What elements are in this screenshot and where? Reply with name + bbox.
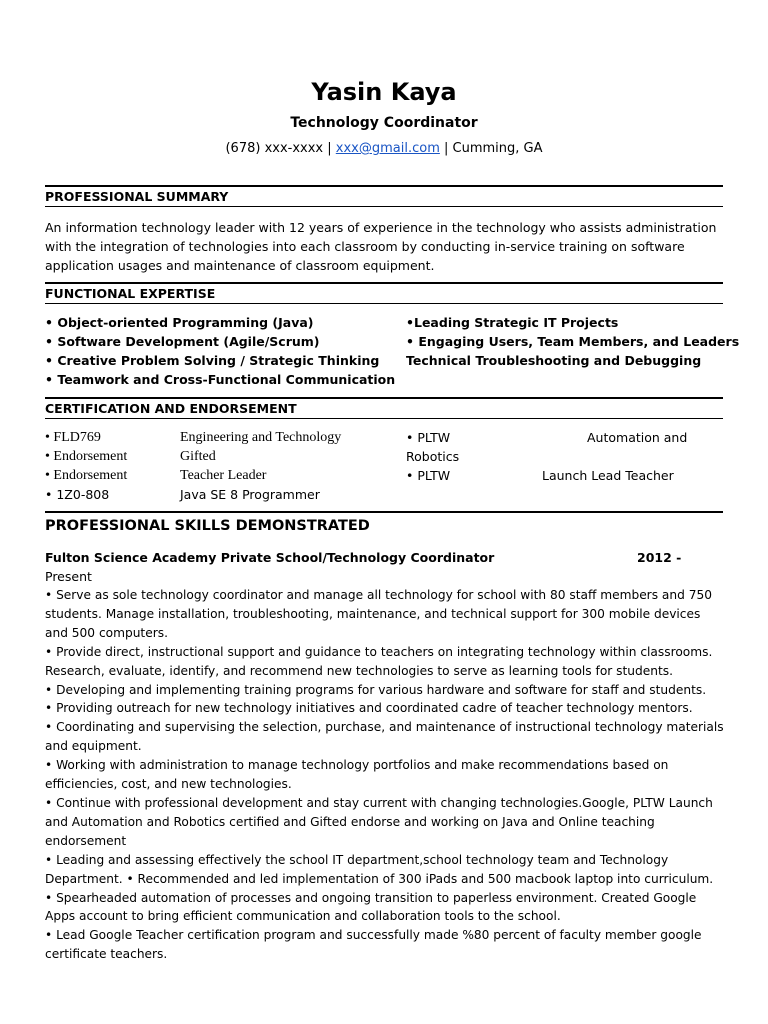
job-entry — [45, 548, 723, 586]
bullet-line: efficiencies, cost, and new technologies. — [45, 777, 292, 792]
job-present: Present — [45, 569, 92, 584]
cert-code: • 1Z0-808 — [45, 487, 110, 502]
phone-text: (678) xxx-xxxx | — [225, 141, 332, 156]
bullet-line: certificate teachers. — [45, 947, 168, 962]
bullet-line: • Continue with professional development and stay current with changing technologies.Google, PLTW Launch — [45, 795, 713, 810]
expertise-item: • Creative Problem Solving / Strategic Thinking — [45, 353, 380, 368]
summary-heading: PROFESSIONAL SUMMARY — [45, 185, 723, 207]
location-text: | Cumming, GA — [444, 141, 543, 156]
job-company: Fulton Science Academy Private School/Technology Coordinator — [45, 550, 495, 565]
bullet-line: endorsement — [45, 833, 127, 848]
expertise-item: Technical Troubleshooting and Debugging — [406, 353, 702, 368]
candidate-name: Yasin Kaya — [311, 78, 457, 106]
job-date: 2012 - — [637, 550, 682, 565]
bullet-line: • Leading and assessing effectively the school IT department,school technology team and Technology — [45, 852, 669, 867]
cert-name: Robotics — [406, 449, 460, 464]
cert-code: • PLTW — [406, 430, 451, 445]
cert-name: Java SE 8 Programmer — [180, 487, 320, 502]
expertise-item: •Leading Strategic IT Projects — [406, 315, 619, 330]
expertise-heading: FUNCTIONAL EXPERTISE — [45, 282, 723, 304]
certification-heading: CERTIFICATION AND ENDORSEMENT — [45, 397, 723, 419]
cert-name: Teacher Leader — [180, 468, 267, 483]
bullet-line: Department. • Recommended and led implementation of 300 iPads and 500 macbook laptop into curriculum. — [45, 871, 714, 886]
bullet-line: • Spearheaded automation of processes and ongoing transition to paperless environment. Created Google — [45, 890, 697, 905]
bullet-line: Apps account to bring efficient communication and collaboration tools to the school. — [45, 909, 561, 924]
summary-line: application usages and maintenance of classroom equipment. — [45, 258, 435, 273]
bullet-line: • Providing outreach for new technology initiatives and coordinated cadre of teacher technology mentors. — [45, 701, 693, 716]
bullet-line: Research, evaluate, identify, and recommend new technologies to serve as learning tools for students. — [45, 663, 673, 678]
bullet-line: • Provide direct, instructional support and guidance to teachers on integrating technology within classrooms. — [45, 644, 713, 659]
expertise-item: • Engaging Users, Team Members, and Leaders — [406, 334, 740, 349]
cert-code: • Endorsement — [45, 449, 128, 464]
bullet-line: • Serve as sole technology coordinator and manage all technology for school with 80 staff members and 750 — [45, 588, 712, 602]
bullet-line: • Developing and implementing training programs for various hardware and software for staff and students. — [45, 682, 707, 697]
summary-line: with the integration of technologies into each classroom by conducting in-service training on software — [45, 239, 685, 254]
job-bullets — [45, 586, 725, 964]
bullet-line: and 500 computers. — [45, 625, 168, 640]
expertise-item: • Software Development (Agile/Scrum) — [45, 334, 320, 349]
summary-line: An information technology leader with 12 years of experience in the technology who assists administration — [45, 220, 717, 235]
summary-text — [45, 218, 723, 275]
expertise-item: • Teamwork and Cross-Functional Communication — [45, 372, 396, 387]
job-title: Technology Coordinator — [290, 115, 478, 131]
cert-code: • Endorsement — [45, 468, 128, 483]
contact-line — [45, 141, 723, 156]
bullet-line: • Coordinating and supervising the selection, purchase, and maintenance of instructional technology materials — [45, 720, 724, 735]
email-link[interactable]: xxx@gmail.com — [335, 141, 440, 156]
cert-name: Gifted — [180, 449, 216, 464]
bullet-line: and Automation and Robotics certified and Gifted endorse and working on Java and Online teaching — [45, 814, 655, 829]
cert-name: Automation and — [587, 430, 688, 445]
bullet-line: and equipment. — [45, 739, 142, 754]
cert-name: Engineering and Technology — [180, 430, 342, 445]
bullet-line: students. Manage installation, troubleshooting, maintenance, and technical support for 300 mobile devices — [45, 606, 701, 621]
bullet-line: • Lead Google Teacher certification program and successfully made %80 percent of faculty member google — [45, 928, 702, 943]
cert-name: Launch Lead Teacher — [542, 468, 674, 483]
cert-code: • PLTW — [406, 468, 451, 483]
expertise-item: • Object-oriented Programming (Java) — [45, 315, 314, 330]
bullet-line: • Working with administration to manage technology portfolios and make recommendations based on — [45, 758, 669, 773]
skills-heading: PROFESSIONAL SKILLS DEMONSTRATED — [45, 511, 723, 537]
cert-code: • FLD769 — [45, 430, 101, 445]
